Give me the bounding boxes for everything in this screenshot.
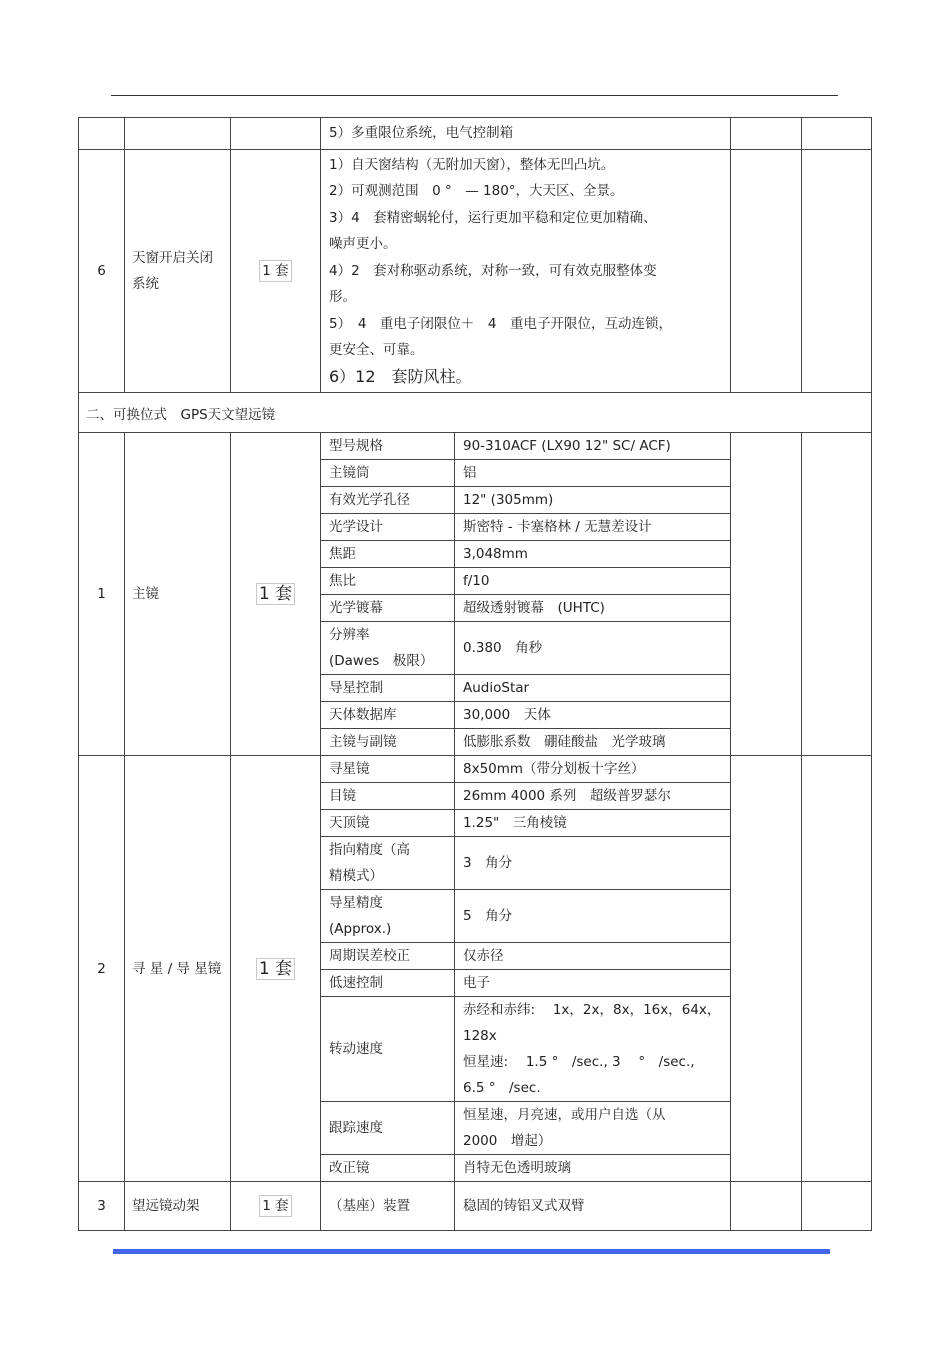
- item-name: 寻 星 / 导 星镜: [125, 756, 231, 1182]
- spec-key: 光学设计: [321, 514, 455, 541]
- spec-value: 26mm 4000 系列 超级普罗瑟尔: [455, 783, 731, 810]
- spec-row: [321, 460, 730, 487]
- spec-value: 斯密特 - 卡塞格林 / 无慧差设计: [455, 514, 731, 541]
- description-line: 6）12 套防风柱。: [329, 366, 472, 386]
- item-description: [321, 149, 731, 393]
- spec-subtable: [321, 756, 730, 1181]
- spec-value: 90-310ACF (LX90 12" SC/ ACF): [455, 433, 731, 460]
- spec-value: 铝: [455, 460, 731, 487]
- item-number: 6: [79, 149, 125, 393]
- description-line: 4）2 套对称驱动系统，对称一致，可有效克服整体变: [329, 262, 657, 279]
- spec-value: 1.25" 三角棱镜: [455, 810, 731, 837]
- spec-key: 有效光学孔径: [321, 487, 455, 514]
- spec-key: 焦比: [321, 568, 455, 595]
- section-heading-row: [79, 393, 872, 433]
- spec-key: 低速控制: [321, 970, 455, 997]
- spec-row: [321, 943, 730, 970]
- spec-row: [321, 595, 730, 622]
- item-number: 3: [79, 1182, 125, 1231]
- item-quantity: 1 套: [231, 1182, 321, 1231]
- spec-value: f/10: [455, 568, 731, 595]
- spec-value: 3 角分: [455, 837, 731, 890]
- item-quantity: 1 套: [231, 433, 321, 756]
- spec-row: [321, 970, 730, 997]
- spec-value: 30,000 天体: [455, 702, 731, 729]
- item-quantity: 1 套: [231, 149, 321, 393]
- spec-key: 光学镀幕: [321, 595, 455, 622]
- spec-row: [321, 1182, 730, 1230]
- spec-value: 超级透射镀幕 (UHTC): [455, 595, 731, 622]
- spec-key: 焦距: [321, 541, 455, 568]
- spec-value: 恒星速，月亮速，或用户自选（从 2000 增起）: [455, 1102, 731, 1155]
- spec-subtable: [321, 433, 730, 755]
- spec-cell: [321, 756, 731, 1182]
- spec-value: 3,048mm: [455, 541, 731, 568]
- spec-cell: [321, 433, 731, 756]
- table-row-3: [79, 1182, 872, 1231]
- spec-value: 肖特无色透明玻璃: [455, 1155, 731, 1182]
- description-line: 1）自天窗结构（无附加天窗），整体无凹凸坑。: [329, 156, 615, 173]
- spec-cell: [321, 1182, 731, 1231]
- item-name: 主镜: [125, 433, 231, 756]
- description-line: 3）4 套精密蜗轮付，运行更加平稳和定位更加精确、: [329, 209, 657, 226]
- spec-key: 周期误差校正: [321, 943, 455, 970]
- spec-row: [321, 541, 730, 568]
- description-line: 噪声更小。: [329, 236, 397, 252]
- table-row-6: [79, 149, 872, 393]
- spec-row: [321, 1102, 730, 1155]
- spec-key: 主镜与副镜: [321, 729, 455, 756]
- spec-row: [321, 890, 730, 943]
- spec-value: 稳固的铸铝叉式双臂: [455, 1182, 731, 1230]
- spec-key: 导星控制: [321, 675, 455, 702]
- item-name: 望远镜动架: [125, 1182, 231, 1231]
- spec-subtable: [321, 1182, 730, 1230]
- spec-key: 指向精度（高 精模式）: [321, 837, 455, 890]
- spec-row: [321, 433, 730, 460]
- spec-key: 寻星镜: [321, 756, 455, 783]
- spec-table: [78, 117, 872, 1231]
- spec-value: 0.380 角秒: [455, 622, 731, 675]
- spec-row: [321, 568, 730, 595]
- header-rule: [111, 95, 838, 96]
- description-line: 更安全、可靠。: [329, 342, 424, 358]
- spec-value: 赤经和赤纬: 1x，2x，8x，16x，64x， 128x 恒星速: 1.5 ° /sec., 3 ° /sec., 6.5 ° /sec.: [455, 997, 731, 1102]
- spec-row: [321, 783, 730, 810]
- spec-row: [321, 675, 730, 702]
- section-heading: 二、可换位式 GPS天文望远镜: [79, 393, 872, 433]
- spec-key: 改正镜: [321, 1155, 455, 1182]
- spec-key: 型号规格: [321, 433, 455, 460]
- table-row-1: [79, 433, 872, 756]
- spec-value: 低膨胀系数 硼硅酸盐 光学玻璃: [455, 729, 731, 756]
- spec-value: 12" (305mm): [455, 487, 731, 514]
- spec-key: 分辨率 (Dawes 极限）: [321, 622, 455, 675]
- item-number: 2: [79, 756, 125, 1182]
- item-quantity: 1 套: [231, 756, 321, 1182]
- spec-row: [321, 997, 730, 1102]
- spec-row: [321, 622, 730, 675]
- spec-row: [321, 487, 730, 514]
- spec-value: 5 角分: [455, 890, 731, 943]
- footer-bar: [113, 1249, 830, 1254]
- description-line: 形。: [329, 289, 356, 305]
- spec-value: 电子: [455, 970, 731, 997]
- spec-row: [321, 729, 730, 756]
- table-row-continued: [79, 118, 872, 150]
- spec-row: [321, 514, 730, 541]
- item-name: 天窗开启关闭系统: [125, 149, 231, 393]
- spec-row: [321, 756, 730, 783]
- item-description: 5）多重限位系统，电气控制箱: [321, 118, 731, 150]
- spec-row: [321, 837, 730, 890]
- spec-row: [321, 810, 730, 837]
- spec-value: 8x50mm（带分划板十字丝）: [455, 756, 731, 783]
- spec-row: [321, 702, 730, 729]
- spec-key: （基座）装置: [321, 1182, 455, 1230]
- spec-key: 天顶镜: [321, 810, 455, 837]
- spec-value: 仅赤径: [455, 943, 731, 970]
- spec-key: 目镜: [321, 783, 455, 810]
- spec-key: 转动速度: [321, 997, 455, 1102]
- spec-key: 导星精度 (Approx.): [321, 890, 455, 943]
- spec-row: [321, 1155, 730, 1182]
- description-line: 2）可观测范围 0 ° — 180°，大天区、全景。: [329, 183, 624, 199]
- spec-key: 主镜筒: [321, 460, 455, 487]
- item-number: 1: [79, 433, 125, 756]
- description-line: 5） 4 重电子闭限位＋ 4 重电子开限位，互动连锁，: [329, 315, 673, 332]
- table-row-2: [79, 756, 872, 1182]
- spec-key: 天体数据库: [321, 702, 455, 729]
- spec-key: 跟踪速度: [321, 1102, 455, 1155]
- spec-value: AudioStar: [455, 675, 731, 702]
